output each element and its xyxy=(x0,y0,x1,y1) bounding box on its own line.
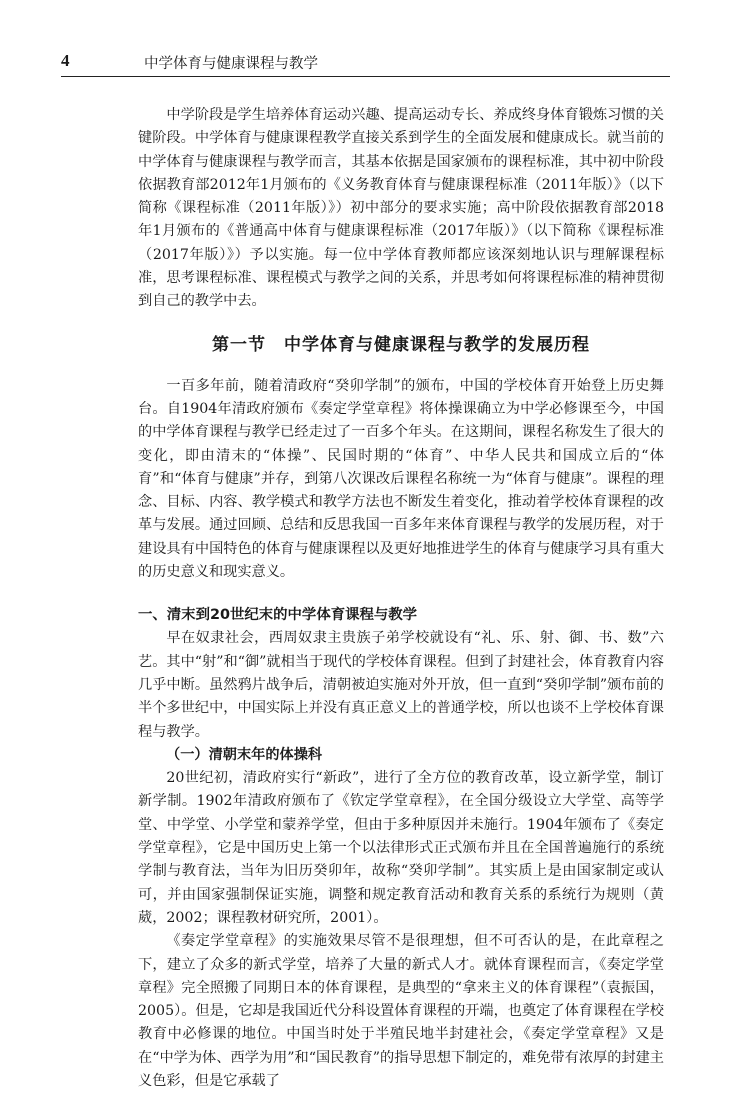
intro-paragraph: 中学阶段是学生培养体育运动兴趣、提高运动专长、养成终身体育锻炼习惯的关键阶段。中学体育与健康课程教学直接关系到学生的全面发展和健康成长。就当前的中学体育与健康课程与教学而言，其基本依据是国家颁布的课程标准，其中初中阶段依据教育部2012年1月颁布的《义务教育体育与健康课程标准（2011年版）》（以下简称《课程标准（2011年版）》）初中部分的要求实施；高中阶段依据教育部2018年1月颁布的《普通高中体育与健康课程标准（2017年版）》（以下简称《课程标准（2017年版）》）予以实施。每一位中学体育教师都应该深刻地认识与理解课程标准，思考课程标准、课程模式与教学之间的关系，并思考如何将课程标准的精神贯彻到自己的教学中去。 xyxy=(138,107,664,310)
page-header xyxy=(61,50,670,77)
page-body xyxy=(138,92,664,1093)
page-number: 4 xyxy=(61,51,70,70)
subsection-title: 一、清末到20世纪末的中学体育课程与教学 xyxy=(138,607,418,624)
section-paragraph: 一百多年前，随着清政府“癸卯学制”的颁布，中国的学校体育开始登上历史舞台。自1904年清政府颁布《奏定学堂章程》将体操课确立为中学必修课至今，中国的中学体育课程与教学已经走过了一百多个年头。在这期间，课程名称发生了很大的变化，即由清末的“体操”、民国时期的“体育”、中华人民共和国成立后的“体育”和“体育与健康”并存，到第八次课改后课程名称统一为“体育与健康”。课程的理念、目标、内容、教学模式和教学方法也不断发生着变化，推动着学校体育课程的改革与发展。通过回顾、总结和反思我国一百多年来体育课程与教学的发展历程，对于建设具有中国特色的体育与健康课程以及更好地推进学生的体育与健康学习具有重大的历史意义和现实意义。 xyxy=(138,377,664,581)
section-title: 第一节 中学体育与健康课程与教学的发展历程 xyxy=(212,334,590,355)
subsub-paragraph-2: 《奏定学堂章程》的实施效果尽管不是很理想，但不可否认的是，在此章程之下，建立了众多的新式学堂，培养了大量的新式人才。就体育课程而言，《奏定学堂章程》完全照搬了同期日本的体育课程，是典型的“拿来主义的体育课程”（袁振国，2005）。但是，它却是我国近代分科设置体育课程的开端，也奠定了体育课程在学校教育中必修课的地位。中国当时处于半殖民地半封建社会，《奏定学堂章程》又是在“中学为体、西学为用”和“国民教育”的指导思想下制定的，难免带有浓厚的封建主义色彩，但是它承载了 xyxy=(138,933,664,1089)
running-title: 中学体育与健康课程与教学 xyxy=(144,56,318,72)
subsubsection-title: （一）清朝末年的体操科 xyxy=(166,746,323,763)
subsub-paragraph-1: 20世纪初，清政府实行“新政”，进行了全方位的教育改革，设立新学堂，制订新学制。1902年清政府颁布了《钦定学堂章程》，在全国分级设立大学堂、高等学堂、中学堂、小学堂和蒙养学堂，但由于多种原因并未施行。1904年颁布了《奏定学堂章程》，它是中国历史上第一个以法律形式正式颁布并且在全国普遍施行的系统学制与教育法，当年为旧历癸卯年，故称“癸卯学制”。其实质上是由国家制定或认可，并由国家强制保证实施，调整和规定教育活动和教育关系的系统行为规则（黄葳，2002；课程教材研究所，2001）。 xyxy=(138,770,664,926)
subsection-paragraph: 早在奴隶社会，西周奴隶主贵族子弟学校就设有“礼、乐、射、御、书、数”六艺。其中“射”和“御”就相当于现代的学校体育课程。但到了封建社会，体育教育内容几乎中断。虽然鸦片战争后，清朝被迫实施对外开放，但一直到“癸卯学制”颁布前的半个多世纪中，中国实际上并没有真正意义上的普通学校，所以也谈不上学校体育课程与教学。 xyxy=(138,630,664,740)
